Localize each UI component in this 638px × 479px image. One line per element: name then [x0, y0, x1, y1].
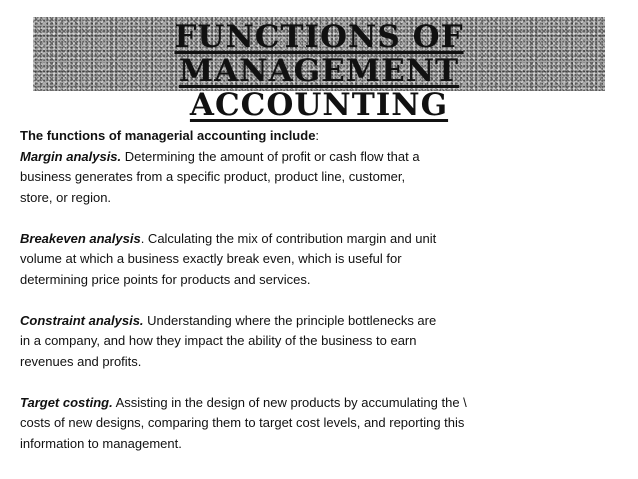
item-line: revenues and profits. — [20, 353, 142, 369]
item-line — [20, 393, 620, 414]
item-term: Target costing. — [20, 394, 113, 410]
item-line: volume at which a business exactly break even, which is useful for — [20, 251, 402, 266]
item-breakeven-analysis — [20, 229, 620, 291]
paragraph-gap — [20, 290, 620, 311]
item-margin-analysis — [20, 147, 620, 209]
item-line: costs of new designs, comparing them to target cost levels, and reporting this — [20, 415, 465, 430]
paragraph-gap — [20, 208, 620, 229]
item-line: determining price points for products and services. — [20, 271, 311, 287]
title-line-2: ACCOUNTING — [189, 87, 449, 123]
slide-title — [33, 17, 605, 122]
intro-colon: : — [315, 128, 320, 143]
item-term: Breakeven analysis — [20, 230, 141, 246]
slide-body — [20, 126, 620, 454]
item-line — [20, 311, 620, 332]
title-line-1: FUNCTIONS OF MANAGEMENT — [174, 19, 464, 89]
item-text: Assisting in the design of new products by accumulating the \ — [112, 394, 467, 410]
item-constraint-analysis — [20, 311, 620, 373]
item-text: Determining the amount of profit or cash flow that a — [121, 148, 420, 164]
item-line — [20, 147, 620, 168]
item-line: in a company, and how they impact the ability of the business to earn — [20, 333, 417, 348]
item-text: Understanding where the principle bottlenecks are — [143, 312, 437, 328]
paragraph-gap — [20, 372, 620, 393]
item-text: . Calculating the mix of contribution margin and unit — [140, 230, 437, 246]
item-term: Constraint analysis. — [20, 312, 144, 328]
item-line — [20, 229, 620, 250]
item-target-costing — [20, 393, 620, 455]
intro-line — [20, 126, 620, 147]
item-line: store, or region. — [20, 189, 112, 205]
item-term: Margin analysis. — [20, 148, 122, 164]
item-line: business generates from a specific product, product line, customer, — [20, 169, 406, 184]
item-line: information to management. — [20, 435, 182, 451]
intro-label: The functions of managerial accounting include — [20, 128, 316, 143]
